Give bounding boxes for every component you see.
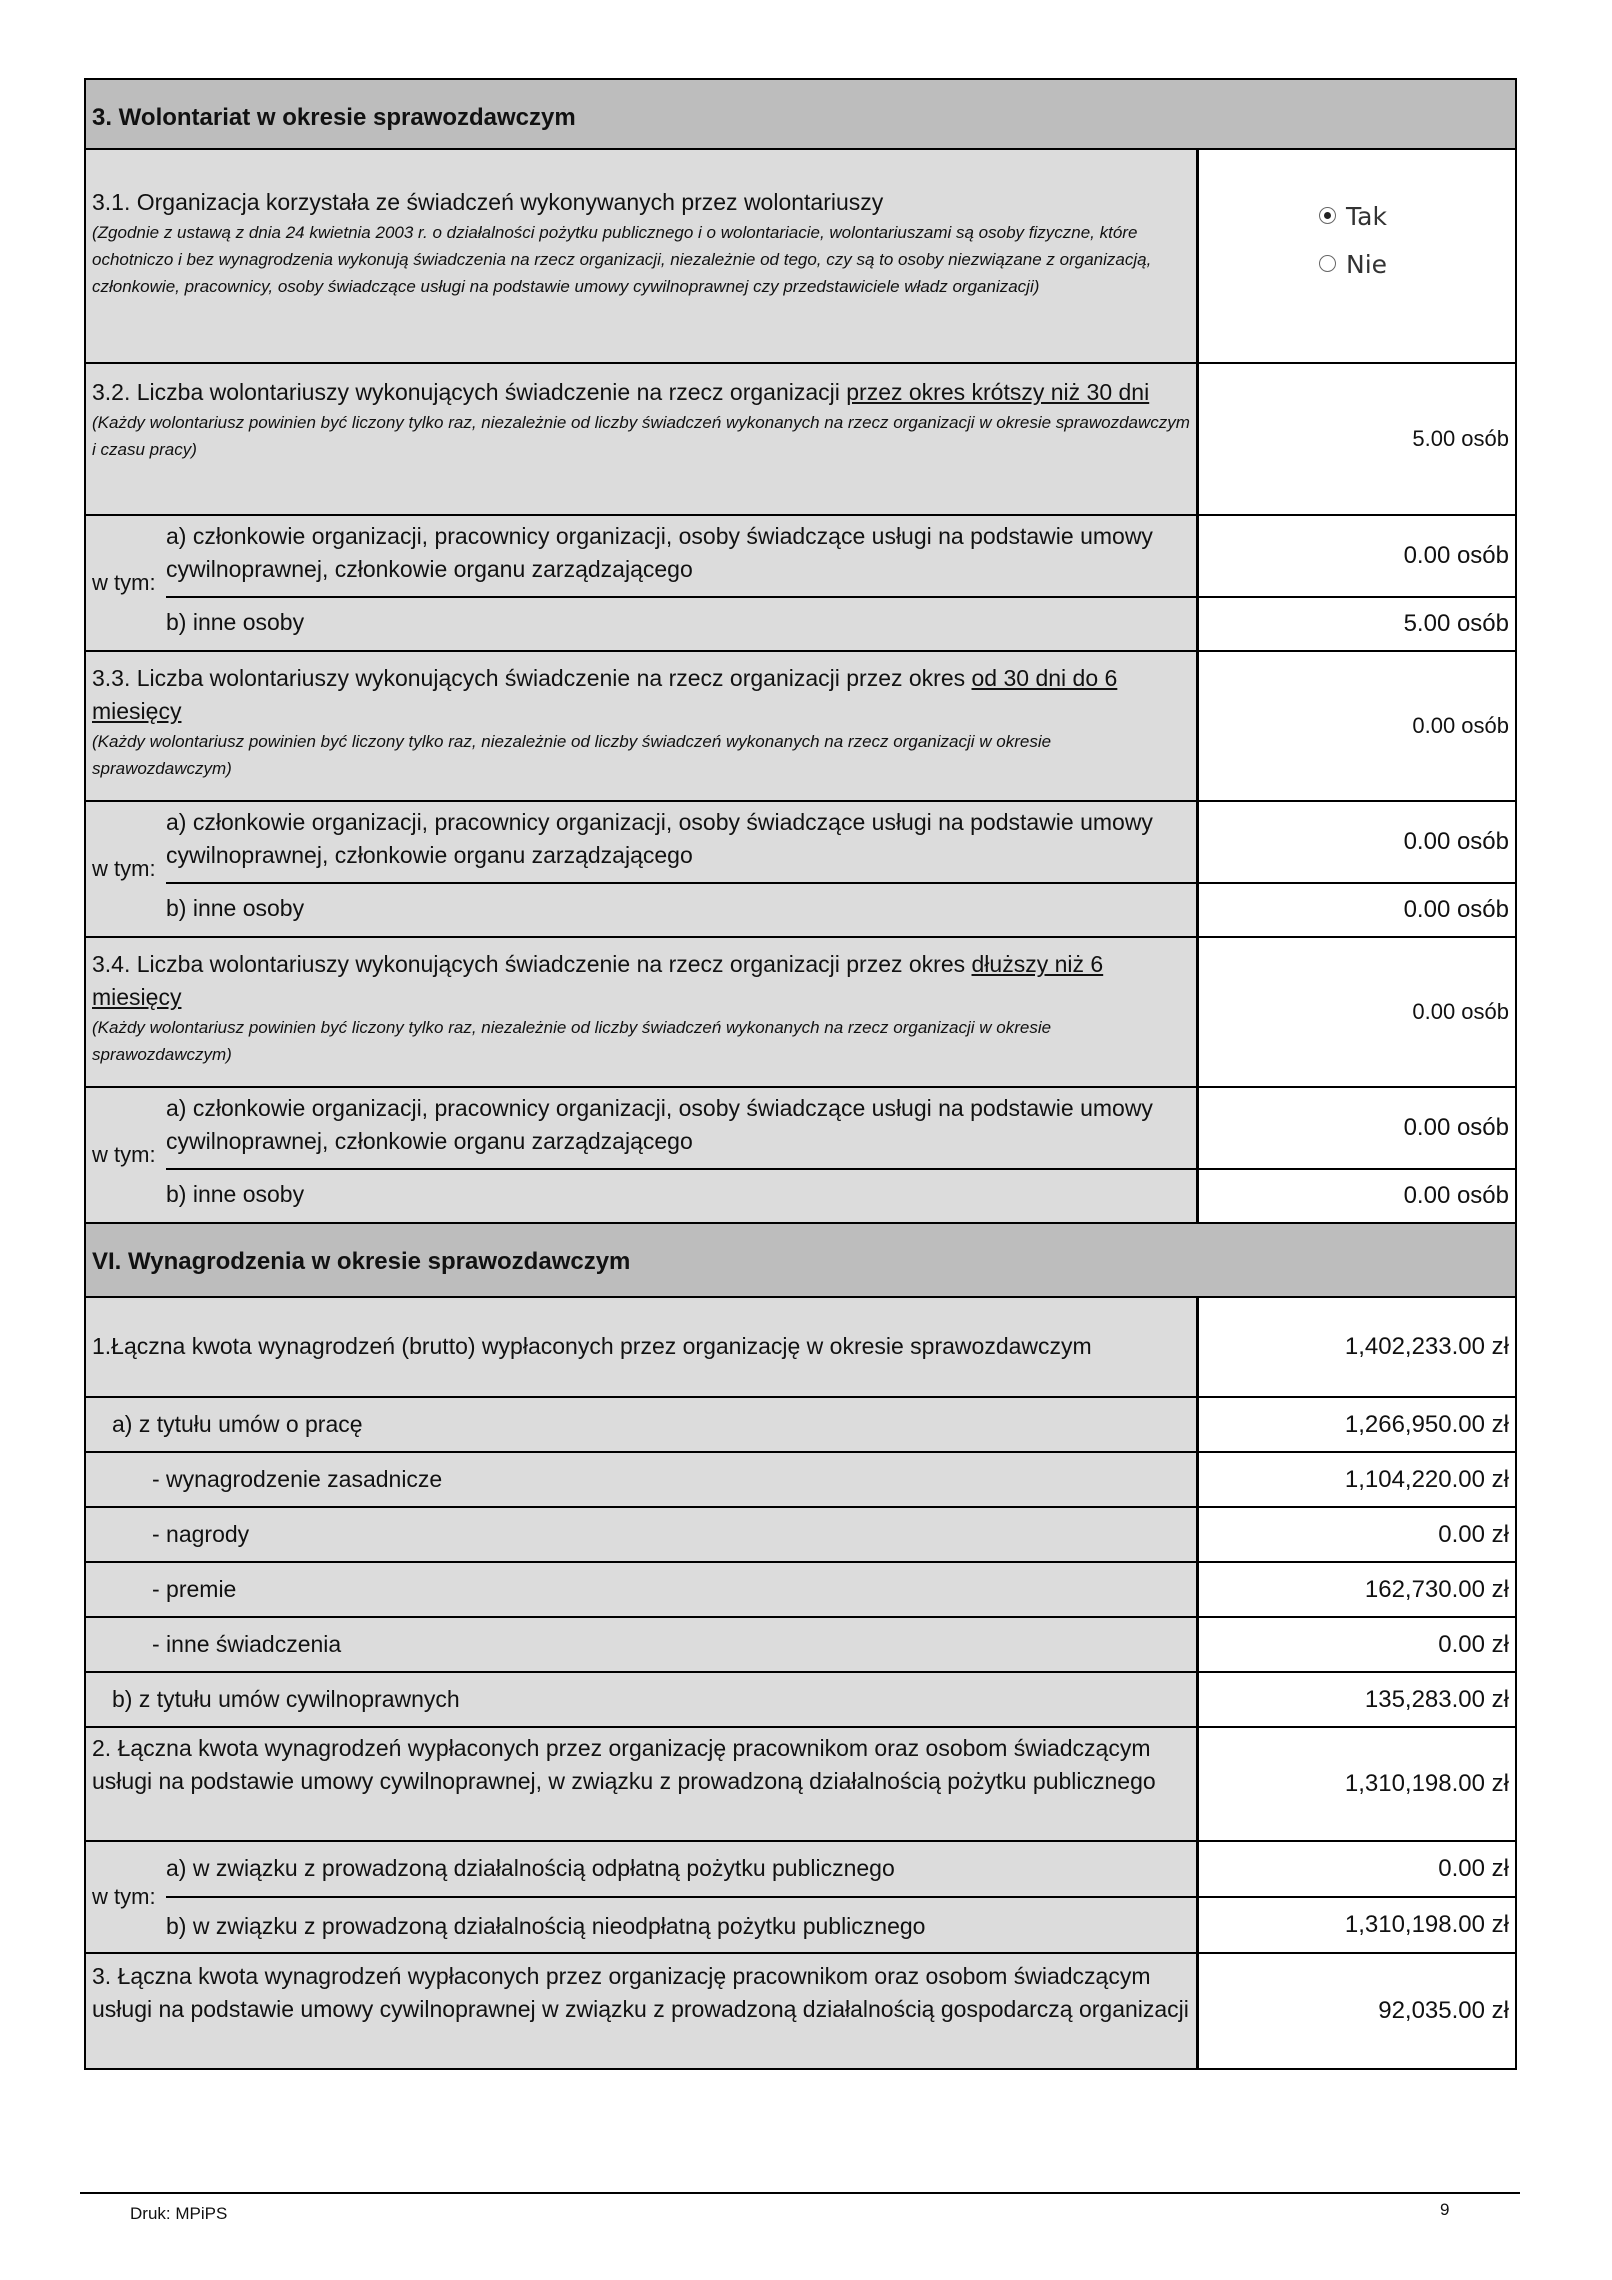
radio-tak[interactable] [1319, 202, 1387, 231]
vi-q2-a-value: 0.00 zł [1438, 1855, 1509, 1882]
row-3-3-wtym [84, 802, 1517, 938]
report-form [84, 78, 1517, 2070]
row-vi-b [84, 1673, 1517, 1728]
vi-a-label: a) z tytułu umów o pracę [86, 1398, 1199, 1451]
vi-q2-b-value: 1,310,198.00 zł [1344, 1911, 1509, 1938]
q33-a-label: a) członkowie organizacji, pracownicy organizacji, osoby świadczące usługi na podstawie umowy cywilnoprawnej, członkowie organu zarządzającego [166, 809, 1153, 868]
vi-a-item-value: 162,730.00 zł [1364, 1575, 1509, 1603]
row-3-2-wtym-label [86, 516, 1199, 650]
q32-b-label: b) inne osoby [166, 596, 1196, 650]
row-vi-3 [84, 1954, 1517, 2070]
q33-value: 0.00 osób [1412, 713, 1509, 738]
q32-b-value: 5.00 osób [1403, 610, 1509, 637]
footer-divider [80, 2192, 1520, 2194]
q34-a-label: a) członkowie organizacji, pracownicy organizacji, osoby świadczące usługi na podstawie umowy cywilnoprawnej, członkowie organu zarządzającego [166, 1095, 1153, 1154]
row-vi-2 [84, 1728, 1517, 1842]
vi-q2-b-label: b) w związku z prowadzoną działalnością nieodpłatną pożytku publicznego [166, 1896, 1196, 1952]
q31-note: (Zgodnie z ustawą z dnia 24 kwietnia 2003 r. o działalności pożytku publicznego i o wolontariacie, wolontariuszami są osoby fizyczne, które ochotniczo i bez wynagrodzenia wykonują świadczenia na rzecz organizacji, niezależnie od tego, czy są to osoby niezwiązane z organizacją, członkowie, pracownicy, osoby świadczące usługi na podstawie umowy cywilnoprawnej czy przedstawiciele władz organizacji) [92, 223, 1152, 296]
vi-a-item-value: 0.00 zł [1438, 1520, 1509, 1548]
row-3-3-answer [1199, 652, 1515, 800]
vi-b-label: b) z tytułu umów cywilnoprawnych [86, 1673, 1199, 1726]
radio-tak-label: Tak [1346, 202, 1387, 231]
row-3-4-label [86, 938, 1199, 1086]
row-3-2-answer [1199, 364, 1515, 514]
q33-main: 3.3. Liczba wolontariuszy wykonujących świadczenie na rzecz organizacji przez okres [92, 665, 972, 691]
vi-a-item-label: - premie [86, 1563, 1199, 1616]
row-3-2 [84, 364, 1517, 516]
q32-wtym: w tym: [92, 570, 156, 595]
page-number: 9 [1440, 2200, 1450, 2219]
row-3-4-answer [1199, 938, 1515, 1086]
vi-a-item-label: - inne świadczenia [86, 1618, 1199, 1671]
row-vi-a [84, 1398, 1517, 1453]
section-vi-title: VI. Wynagrodzenia w okresie sprawozdawczym [92, 1248, 631, 1275]
vi-b-value: 135,283.00 zł [1364, 1685, 1509, 1713]
vi-q3-value: 92,035.00 zł [1378, 1997, 1509, 2024]
q32-a-value: 0.00 osób [1403, 542, 1509, 569]
row-vi-a-3 [84, 1563, 1517, 1618]
vi-q2-label: 2. Łączna kwota wynagrodzeń wypłaconych przez organizację pracownikom oraz osobom świadczącym usługi na podstawie umowy cywilnoprawnej, w związku z prowadzoną działalnością pożytku publicznego [86, 1728, 1199, 1840]
radio-nie-label: Nie [1346, 250, 1388, 279]
q32-note: (Każdy wolontariusz powinien być liczony tylko raz, niezależnie od liczby świadczeń wykonanych na rzecz organizacji w okresie sprawozdawczym i czasu pracy) [92, 413, 1190, 459]
q34-b-value: 0.00 osób [1403, 1182, 1509, 1209]
q33-wtym: w tym: [92, 856, 156, 881]
row-3-2-wtym [84, 516, 1517, 652]
footer-print-label: Druk: MPiPS [130, 2204, 228, 2223]
section-3-title: 3. Wolontariat w okresie sprawozdawczym [92, 104, 576, 131]
vi-q2-value: 1,310,198.00 zł [1344, 1770, 1509, 1797]
q34-main-underlined: dłuższy niż 6 miesięcy [92, 951, 1104, 1010]
section-vi-header [84, 1224, 1517, 1298]
vi-a-value: 1,266,950.00 zł [1344, 1410, 1509, 1438]
radio-unchecked-icon[interactable] [1319, 255, 1336, 272]
vi-q3-label: 3. Łączna kwota wynagrodzeń wypłaconych przez organizację pracownikom oraz osobom świadczącym usługi na podstawie umowy cywilnoprawnej w związku z prowadzoną działalnością gospodarczą organizacji [86, 1954, 1199, 2068]
q32-main: 3.2. Liczba wolontariuszy wykonujących świadczenie na rzecz organizacji [92, 379, 847, 405]
row-3-3-label [86, 652, 1199, 800]
row-vi-a-2 [84, 1508, 1517, 1563]
q33-main-underlined: od 30 dni do 6 miesięcy [92, 665, 1118, 724]
q33-b-label: b) inne osoby [166, 882, 1196, 936]
vi-q2-a-label: a) w związku z prowadzoną działalnością odpłatną pożytku publicznego [166, 1855, 895, 1881]
vi-a-item-label: - nagrody [86, 1508, 1199, 1561]
q33-b-value: 0.00 osób [1403, 896, 1509, 923]
q33-note: (Każdy wolontariusz powinien być liczony tylko raz, niezależnie od liczby świadczeń wykonanych na rzecz organizacji w okresie sprawozdawczym) [92, 732, 1052, 778]
section-3-header [84, 78, 1517, 150]
q32-a-label: a) członkowie organizacji, pracownicy organizacji, osoby świadczące usługi na podstawie umowy cywilnoprawnej, członkowie organu zarządzającego [166, 523, 1153, 582]
row-vi-a-1 [84, 1453, 1517, 1508]
radio-nie[interactable] [1319, 250, 1387, 279]
vi-total-label: 1.Łączna kwota wynagrodzeń (brutto) wypłaconych przez organizację w okresie sprawozdawczym [86, 1298, 1199, 1396]
row-vi-2-wtym [84, 1842, 1517, 1954]
q33-a-value: 0.00 osób [1403, 828, 1509, 855]
row-vi-1 [84, 1298, 1517, 1398]
vi-total-value: 1,402,233.00 zł [1344, 1333, 1509, 1360]
vi-a-item-value: 0.00 zł [1438, 1630, 1509, 1658]
vi-q2-wtym: w tym: [92, 1884, 156, 1909]
row-3-2-label [86, 364, 1199, 514]
q31-main: 3.1. Organizacja korzystała ze świadczeń wykonywanych przez wolontariuszy [92, 189, 884, 215]
q34-b-label: b) inne osoby [166, 1168, 1196, 1222]
row-3-3 [84, 652, 1517, 802]
q34-wtym: w tym: [92, 1142, 156, 1167]
q34-a-value: 0.00 osób [1403, 1114, 1509, 1141]
row-3-1 [84, 150, 1517, 364]
row-vi-a-4 [84, 1618, 1517, 1673]
row-3-4 [84, 938, 1517, 1088]
q34-note: (Każdy wolontariusz powinien być liczony tylko raz, niezależnie od liczby świadczeń wykonanych na rzecz organizacji w okresie sprawozdawczym) [92, 1018, 1052, 1064]
row-3-1-label [86, 150, 1199, 362]
vi-a-item-label: - wynagrodzenie zasadnicze [86, 1453, 1199, 1506]
vi-a-item-value: 1,104,220.00 zł [1344, 1465, 1509, 1493]
row-3-4-wtym [84, 1088, 1517, 1224]
radio-checked-icon[interactable] [1319, 207, 1336, 224]
q32-value: 5.00 osób [1412, 426, 1509, 451]
q34-value: 0.00 osób [1412, 999, 1509, 1024]
q32-main-underlined: przez okres krótszy niż 30 dni [846, 379, 1150, 405]
q34-main: 3.4. Liczba wolontariuszy wykonujących świadczenie na rzecz organizacji przez okres [92, 951, 972, 977]
row-3-1-answer [1199, 150, 1515, 362]
